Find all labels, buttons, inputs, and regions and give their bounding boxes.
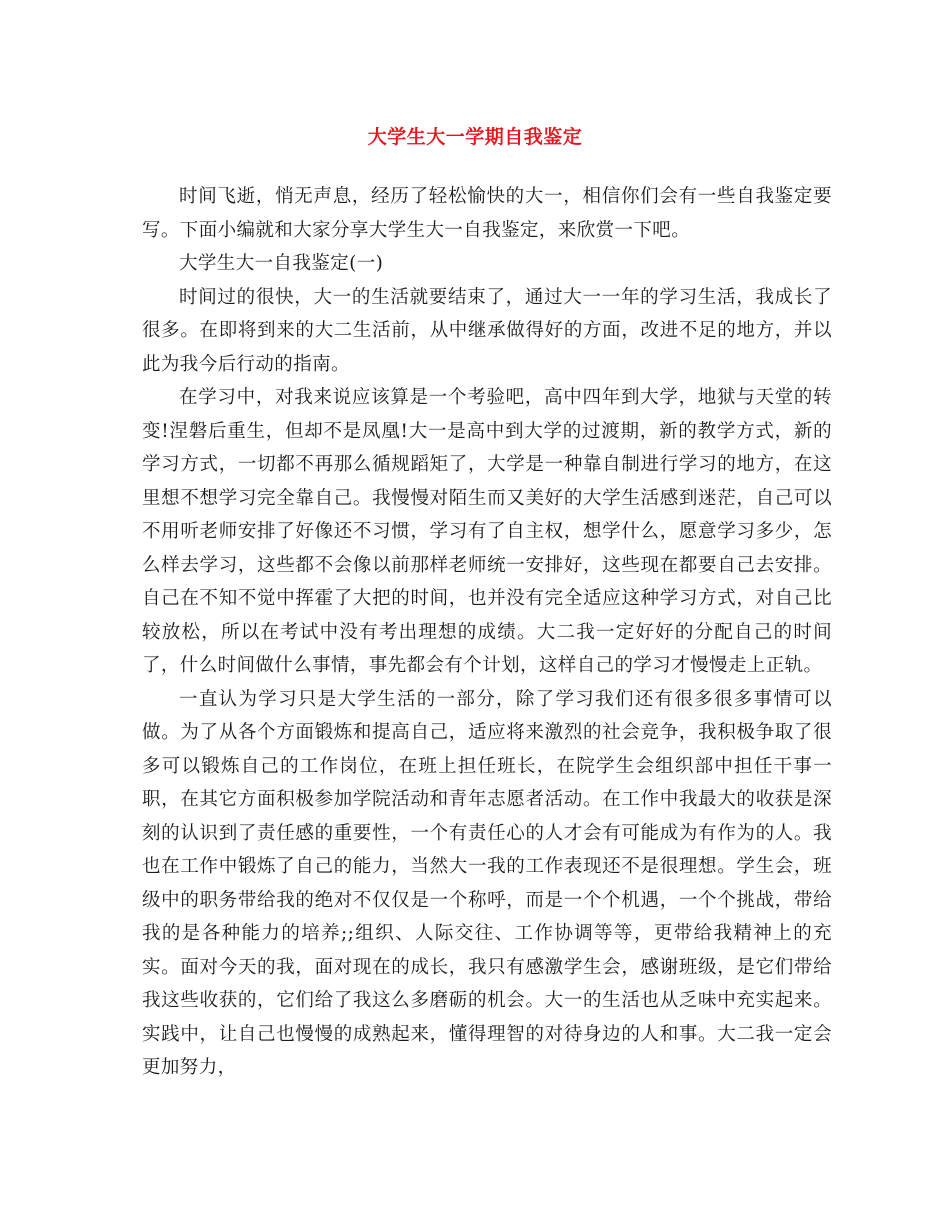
paragraph-1: 时间过的很快，大一的生活就要结束了，通过大一一年的学习生活，我成长了很多。在即将到来的大二生活前，从中继承做得好的方面，改进不足的地方，并以此为我今后行动的指南。 (142, 286, 832, 375)
paragraph-intro: 时间飞逝，悄无声息，经历了轻松愉快的大一，相信你们会有一些自我鉴定要写。下面小编就和大家分享大学生大一自我鉴定，来欣赏一下吧。 (142, 186, 832, 241)
paragraph-2: 在学习中，对我来说应该算是一个考验吧，高中四年到大学，地狱与天堂的转变!涅磐后重生，但却不是凤凰!大一是高中到大学的过渡期，新的教学方式，新的学习方式，一切都不再那么循规蹈矩了，大学是一种靠自制进行学习的地方，在这里想不想学习完全靠自己。我慢慢对陌生而又美好的大学生活感到迷茫，自己可以不用听老师安排了好像还不习惯，学习有了自主权，想学什么，愿意学习多少，怎么样去学习，这些都不会像以前那样老师统一安排好，这些现在都要自己去安排。自己在不知不觉中挥霍了大把的时间，也并没有完全适应这种学习方式，对自己比较放松，所以在考试中没有考出理想的成绩。大二我一定好好的分配自己的时间了，什么时间做什么事情，事先都会有个计划，这样自己的学习才慢慢走上正轨。 (142, 387, 832, 676)
document-body (142, 180, 832, 1085)
section-heading: 大学生大一自我鉴定(一) (179, 253, 384, 274)
document-title: 大学生大一学期自我鉴定 (367, 126, 583, 148)
paragraph-3: 一直认为学习只是大学生活的一部分，除了学习我们还有很多很多事情可以做。为了从各个方面锻炼和提高自己，适应将来激烈的社会竞争，我积极争取了很多可以锻炼自己的工作岗位，在班上担任班长，在院学生会组织部中担任干事一职，在其它方面积极参加学院活动和青年志愿者活动。在工作中我最大的收获是深刻的认识到了责任感的重要性，一个有责任心的人才会有可能成为有作为的人。我也在工作中锻炼了自己的能力，当然大一我的工作表现还不是很理想。学生会，班级中的职务带给我的绝对不仅仅是一个称呼，而是一个个机遇，一个个挑战，带给我的是各种能力的培养;;组织、人际交往、工作协调等等，更带给我精神上的充实。面对今天的我，面对现在的成长，我只有感激学生会，感谢班级，是它们带给我这些收获的，它们给了我这么多磨砺的机会。大一的生活也从乏味中充实起来。实践中，让自己也慢慢的成熟起来，懂得理智的对待身边的人和事。大二我一定会更加努力， (142, 688, 832, 1078)
